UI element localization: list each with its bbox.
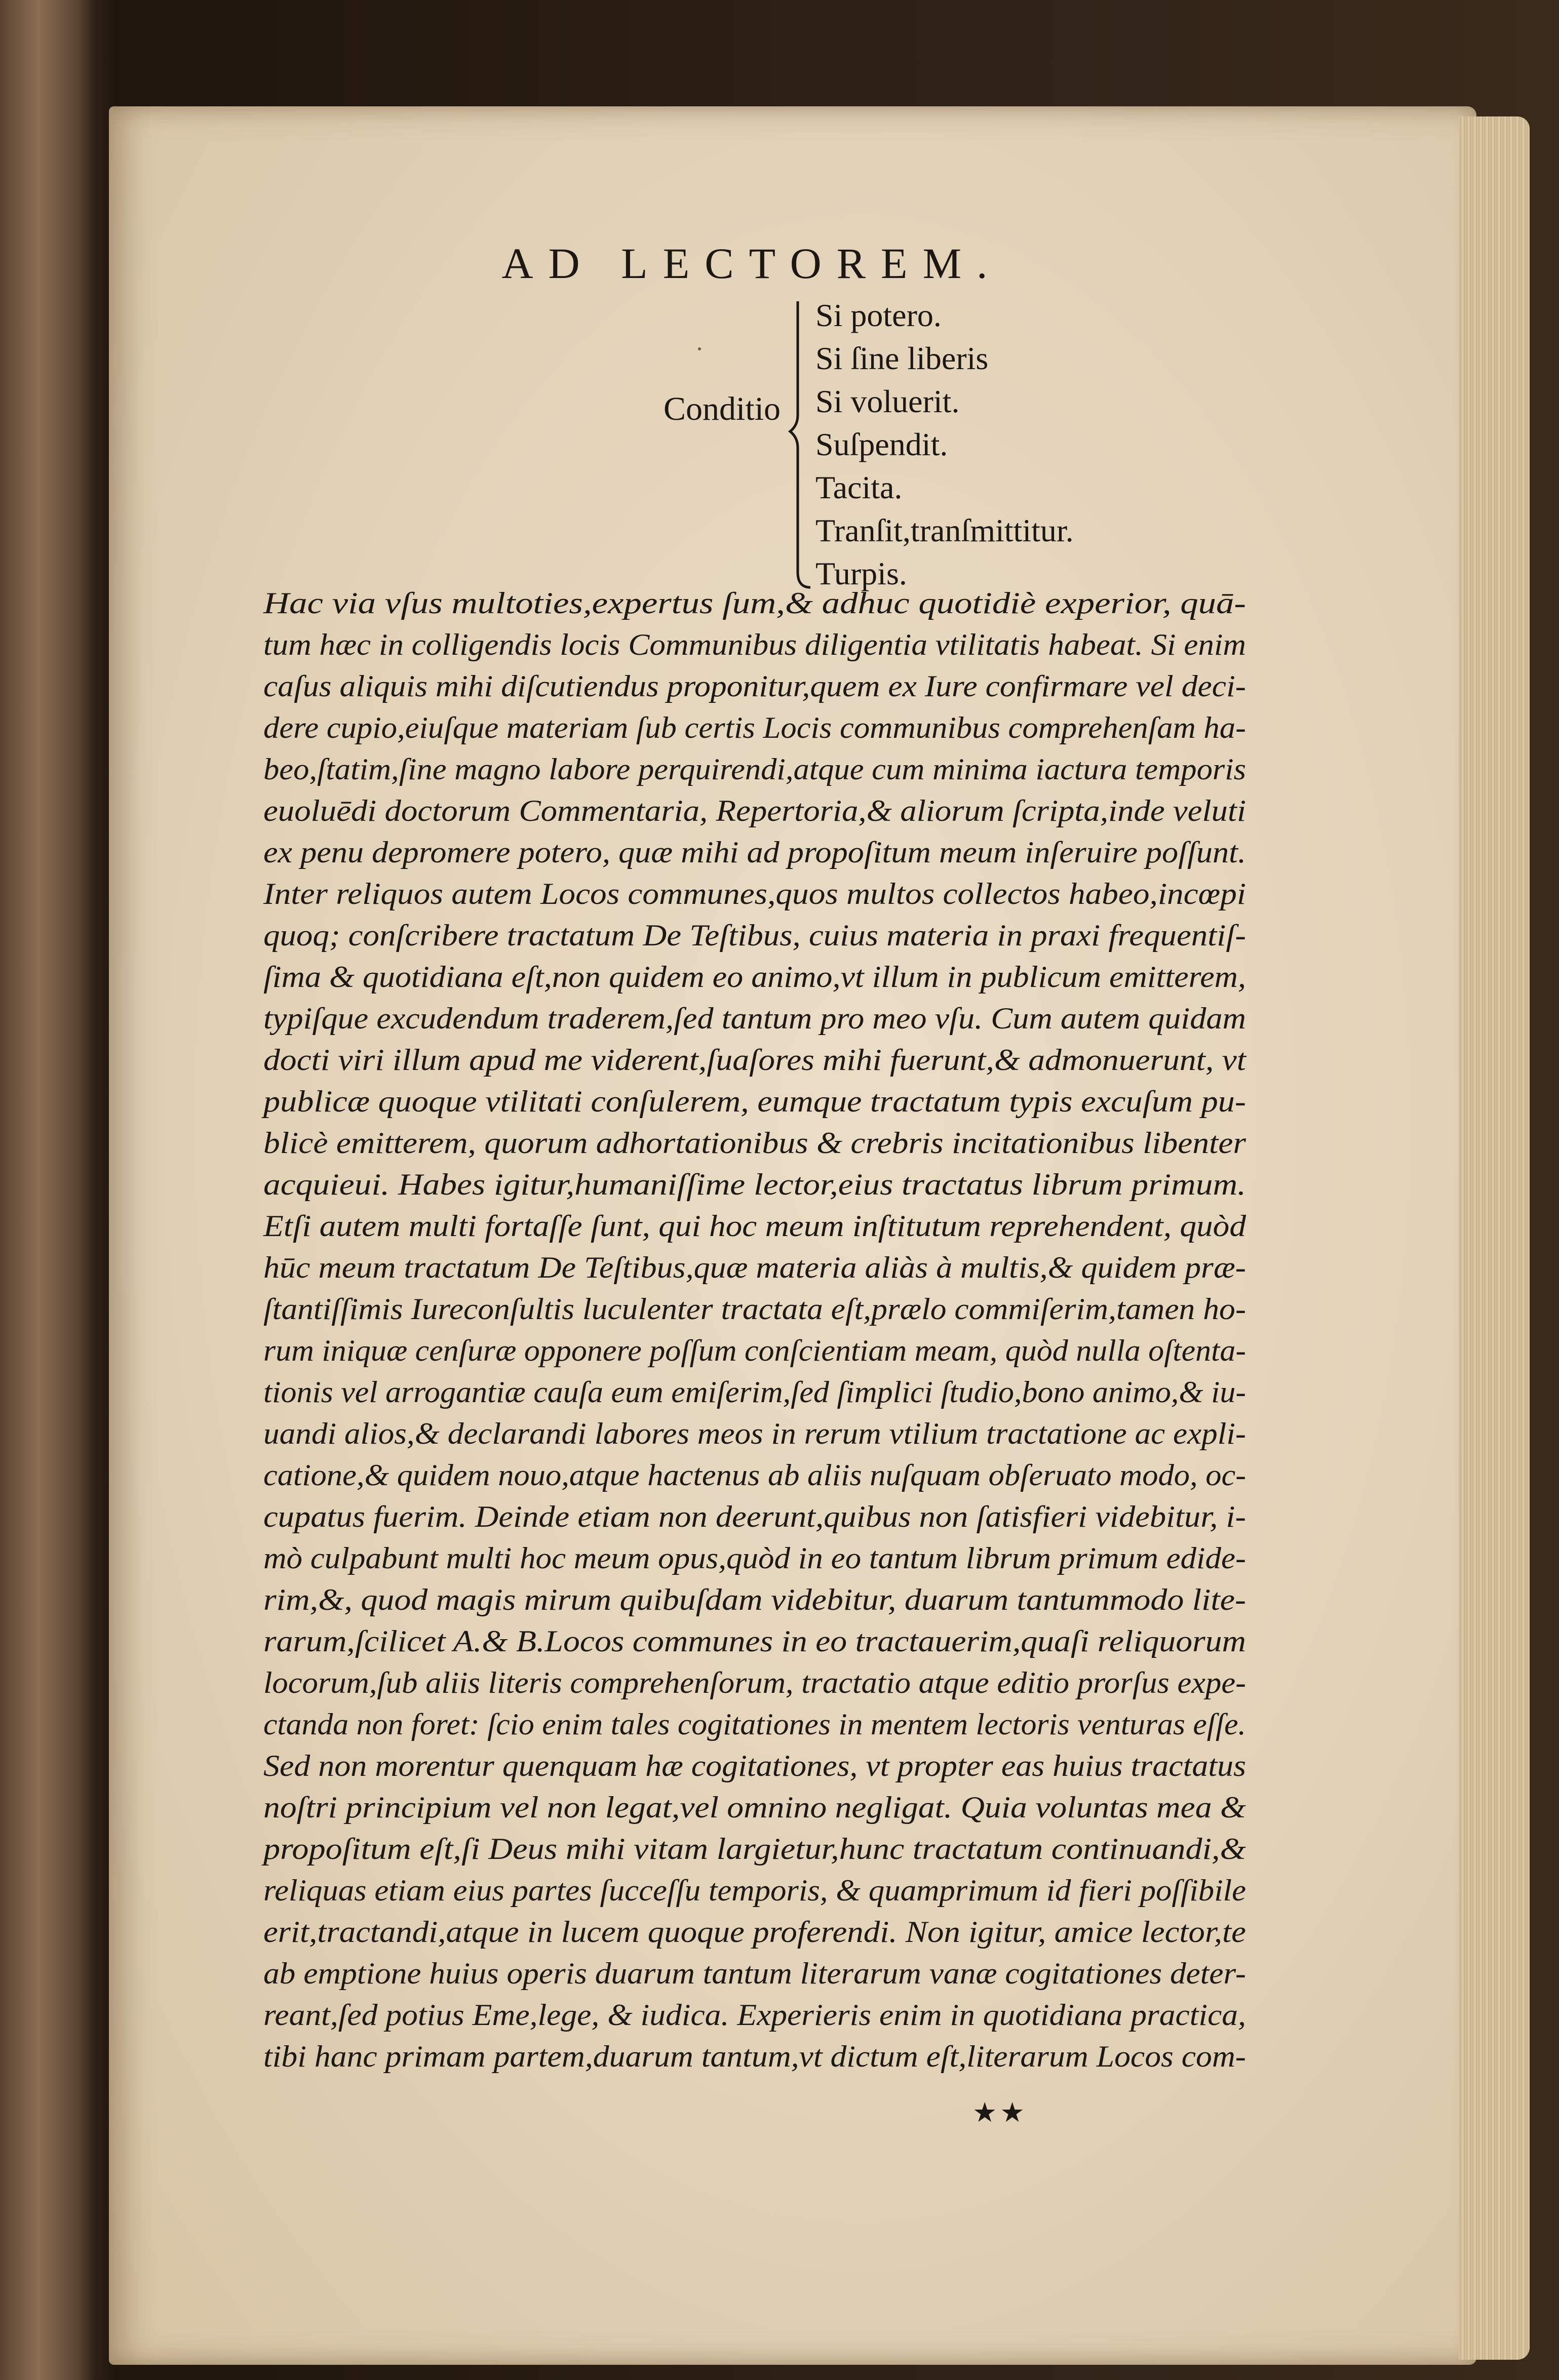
text-line: Sed non morentur quenquam hæ cogitationes, vt propter eas huius tractatus [263, 1749, 1246, 1782]
condition-item: Turpis. [815, 556, 907, 591]
text-line: reant,ſed potius Eme,lege, & iudica. Experieris enim in quotidiana practica, [263, 1998, 1246, 2032]
text-line: ab emptione huius operis duarum tantum literarum vanæ cogitationes deter- [263, 1957, 1246, 1990]
text-line: hūc meum tractatum De Teſtibus,quæ materia aliàs à multis,& quidem præ- [263, 1251, 1246, 1284]
text-line: typiſque excudendum traderem,ſed tantum pro meo vſu. Cum autem quidam [263, 1002, 1246, 1035]
text-line: Hac via vſus multoties,expertus ſum,& adhuc quotidiè experior, quā- [263, 586, 1246, 620]
text-line: Etſi autem multi fortaſſe ſunt, qui hoc meum inſtitutum reprehendent, quòd [263, 1209, 1246, 1243]
text-line: docti viri illum apud me viderent,ſuaſores mihi fuerunt,& admonuerunt, vt [263, 1043, 1246, 1077]
text-line: Inter reliquos autem Locos communes,quos multos collectos habeo,incœpi [263, 877, 1246, 910]
text-line: acquieui. Habes igitur,humaniſſime lector,eius tractatus librum primum. [263, 1168, 1246, 1201]
condition-label: Conditio [664, 390, 781, 427]
text-line: noſtri principium vel non legat,vel omnino negligat. Quia voluntas mea & [263, 1791, 1246, 1824]
text-line: ctanda non foret: ſcio enim tales cogitationes in mentem lectoris venturas eſſe. [263, 1708, 1246, 1741]
text-line: publicæ quoque vtilitati conſulerem, eumque tractatum typis excuſum pu- [263, 1085, 1246, 1118]
condition-list [815, 294, 1074, 595]
condition-item: Si ſine liberis [815, 340, 989, 376]
condition-brace [780, 299, 810, 592]
text-line: caſus aliquis mihi diſcutiendus proponitur,quem ex Iure confirmare vel deci- [263, 669, 1246, 703]
text-line: tionis vel arrogantiæ cauſa eum emiſerim,ſed ſimplici ſtudio,bono animo,& iu- [263, 1375, 1246, 1409]
text-line: euoluēdi doctorum Commentaria, Repertoria,& aliorum ſcripta,inde veluti [263, 794, 1246, 827]
text-line: rim,&, quod magis mirum quibuſdam videbitur, duarum tantummodo lite- [263, 1583, 1246, 1616]
text-line: ex penu depromere potero, quæ mihi ad propoſitum meum inſeruire poſſunt. [263, 836, 1246, 869]
text-line: beo,ſtatim,ſine magno labore perquirendi,atque cum minima iactura temporis [263, 752, 1246, 786]
text-line: ſima & quotidiana eſt,non quidem eo animo,vt illum in publicum emitterem, [263, 960, 1246, 994]
catchword: ★★ [972, 2096, 1028, 2128]
text-line: mò culpabunt multi hoc meum opus,quòd in eo tantum librum primum edide- [263, 1541, 1246, 1575]
text-line: erit,tractandi,atque in lucem quoque proferendi. Non igitur, amice lector,te [263, 1915, 1246, 1949]
text-line: rum iniquæ cenſuræ opponere poſſum conſcientiam meam, quòd nulla oſtenta- [263, 1334, 1246, 1367]
text-line: ſtantiſſimis Iureconſultis luculenter tractata eſt,prælo commiſerim,tamen ho- [263, 1292, 1246, 1326]
text-line: reliquas etiam eius partes ſucceſſu temporis, & quamprimum id fieri poſſibile [263, 1874, 1246, 1907]
condition-item: Tranſit,tranſmittitur. [815, 512, 1074, 548]
text-line: cupatus fuerim. Deinde etiam non deerunt,quibus non ſatisfieri videbitur, i- [263, 1500, 1246, 1533]
text-line: propoſitum eſt,ſi Deus mihi vitam largietur,hunc tractatum continuandi,& [263, 1832, 1246, 1866]
page-title: AD LECTOREM. [501, 239, 1003, 288]
text-line: tum hæc in colligendis locis Communibus diligentia vtilitatis habeat. Si enim [263, 628, 1246, 661]
condition-item: Si potero. [815, 297, 942, 333]
text-line: dere cupio,eiuſque materiam ſub certis Locis communibus comprehenſam ha- [263, 711, 1246, 744]
text-line: locorum,ſub aliis literis comprehenſorum, tractatio atque editio prorſus expe- [263, 1666, 1246, 1699]
condition-item: Tacita. [815, 469, 903, 505]
text-line: uandi alios,& declarandi labores meos in rerum vtilium tractatione ac expli- [263, 1417, 1246, 1450]
text-line: tibi hanc primam partem,duarum tantum,vt dictum eſt,literarum Locos com- [263, 2040, 1246, 2073]
ink-speck [698, 347, 701, 350]
text-line: blicè emitterem, quorum adhortationibus & crebris incitationibus libenter [263, 1126, 1246, 1160]
body-text [263, 582, 1246, 2077]
text-line: rarum,ſcilicet A.& B.Locos communes in eo tractauerim,quaſi reliquorum [263, 1624, 1246, 1658]
condition-item: Suſpendit. [815, 426, 948, 462]
condition-item: Si voluerit. [815, 383, 960, 419]
text-line: quoq; conſcribere tractatum De Teſtibus, cuius materia in praxi frequentiſ- [263, 919, 1246, 952]
text-line: catione,& quidem nouo,atque hactenus ab aliis nuſquam obſeruato modo, oc- [263, 1458, 1246, 1492]
left-book-cover [0, 0, 96, 2380]
page-edges [1459, 116, 1530, 2360]
